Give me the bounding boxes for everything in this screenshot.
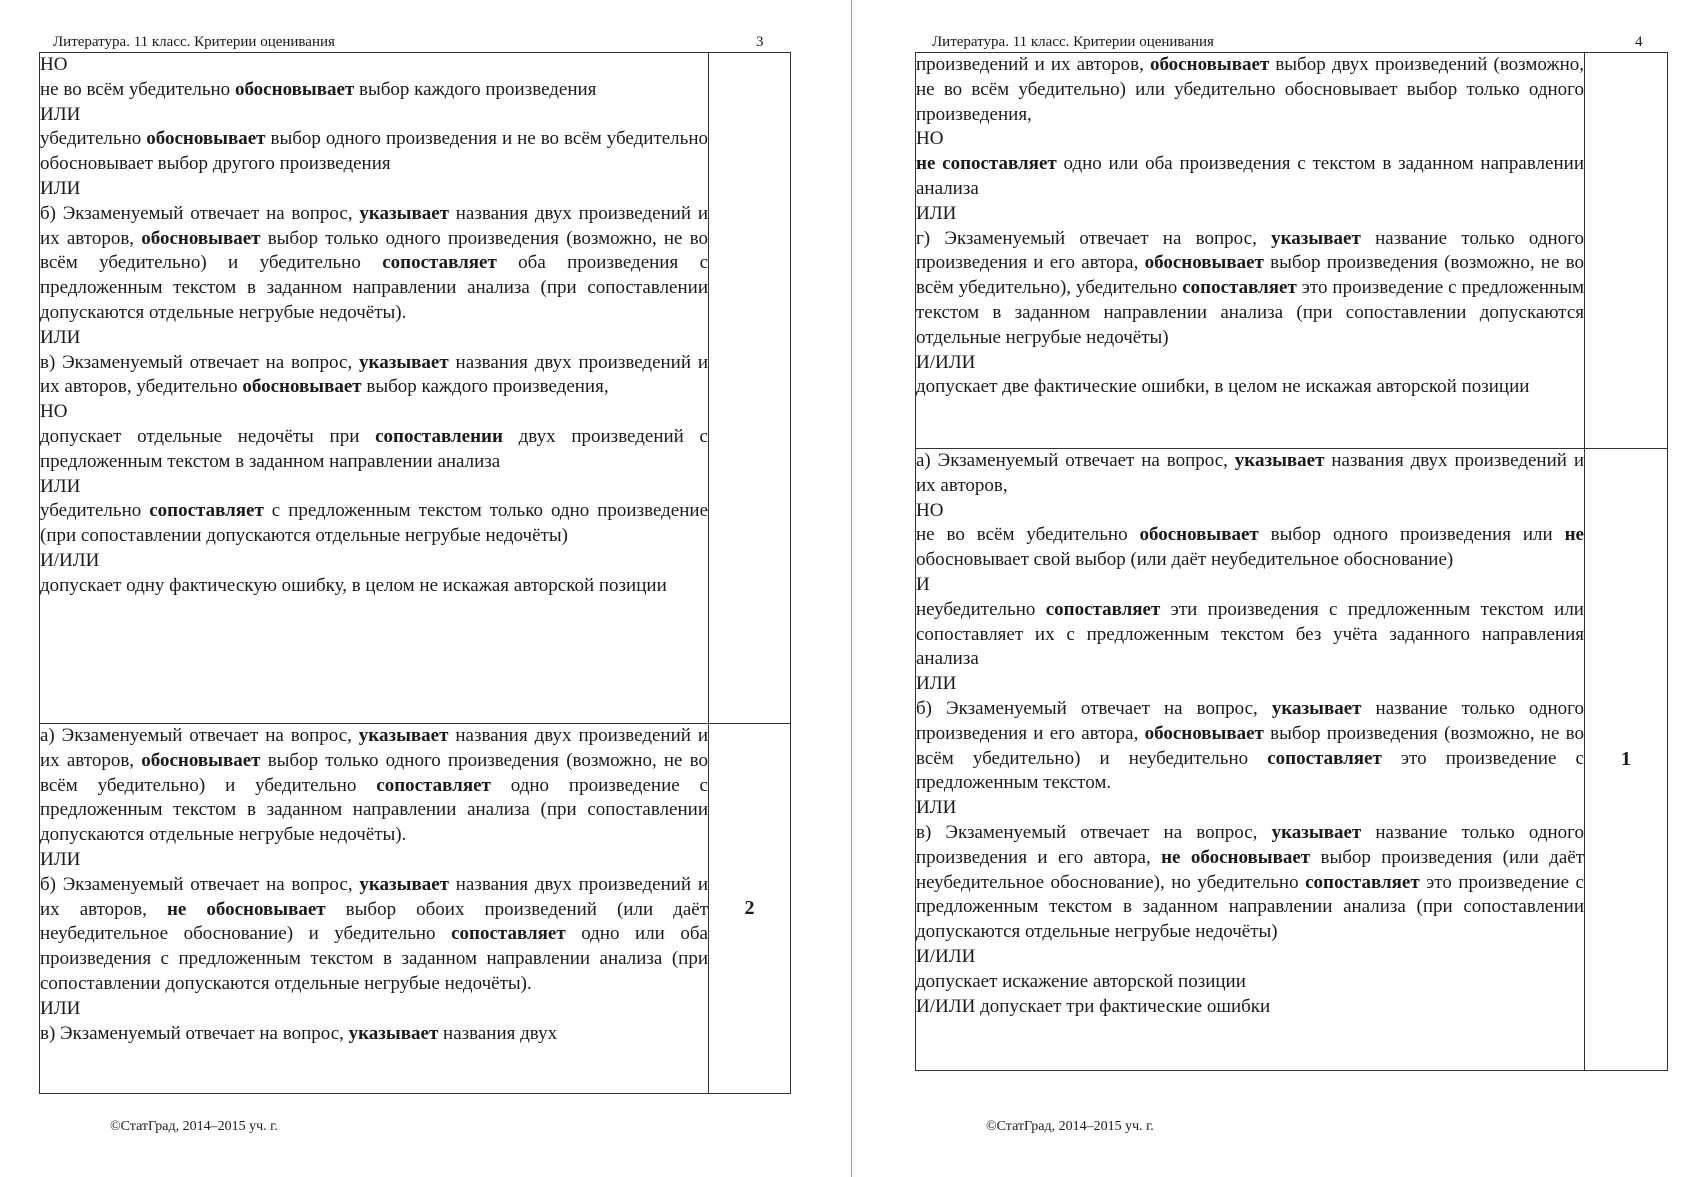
criteria-paragraph xyxy=(916,375,1584,400)
criteria-paragraph xyxy=(40,873,708,997)
text-segment: допускает две фактические ошибки, в целом не искажая авторской позиции xyxy=(916,376,1530,398)
text-segment: И/ИЛИ допускает три фактические ошибки xyxy=(916,995,1271,1017)
keyword-bold: обосновывает xyxy=(242,376,362,398)
text-segment: а) Экзаменуемый отвечает на вопрос, xyxy=(40,725,359,746)
text-segment: б) Экзаменуемый отвечает на вопрос, xyxy=(40,873,360,895)
keyword-bold: указывает xyxy=(1271,697,1362,719)
text-segment: г) Экзаменуемый отвечает на вопрос, xyxy=(916,227,1272,249)
criteria-paragraph xyxy=(40,127,708,177)
keyword-bold: обосновывает xyxy=(141,749,261,771)
page-number: 4 xyxy=(1635,34,1643,50)
text-segment: названия двух произведений и их авторов, xyxy=(40,873,708,920)
criteria-paragraph xyxy=(916,499,1584,524)
text-segment: неубедительно xyxy=(916,598,1046,620)
text-segment: ИЛИ xyxy=(40,103,81,125)
header-title: Литература. 11 класс. Критерии оценивания xyxy=(932,34,1214,50)
criteria-paragraph xyxy=(916,995,1584,1020)
criteria-row xyxy=(916,53,1668,449)
text-segment: ИЛИ xyxy=(40,848,81,870)
keyword-bold: не сопоставляет xyxy=(916,153,1057,175)
criteria-table xyxy=(39,52,791,1094)
text-segment: одно или оба произведения с текстом в заданном направлении анализа xyxy=(916,153,1584,199)
criteria-paragraph xyxy=(40,425,708,475)
page-number: 3 xyxy=(756,34,764,50)
score-cell: 2 xyxy=(709,724,791,1094)
keyword-bold: указывает xyxy=(359,351,449,373)
text-segment: а) Экзаменуемый отвечает на вопрос, xyxy=(916,450,1235,471)
text-segment: названия двух произведений и их авторов, убедительно xyxy=(40,351,709,398)
criteria-paragraph xyxy=(40,53,708,78)
criteria-text xyxy=(916,449,1585,1071)
criteria-table xyxy=(915,52,1668,1071)
page-footer: ©СтатГрад, 2014–2015 уч. г. xyxy=(110,1119,278,1134)
keyword-bold: обосновывает xyxy=(1144,252,1264,274)
text-segment: НО xyxy=(916,499,944,521)
text-segment: убедительно xyxy=(40,500,150,522)
text-segment: убедительно xyxy=(40,128,147,150)
criteria-paragraph xyxy=(40,351,708,401)
criteria-paragraph xyxy=(40,103,708,128)
criteria-paragraph xyxy=(916,53,1584,127)
criteria-paragraph xyxy=(40,1022,708,1047)
page-footer: ©СтатГрад, 2014–2015 уч. г. xyxy=(986,1119,1154,1134)
text-segment: названия двух xyxy=(438,1022,558,1044)
score-cell xyxy=(709,53,791,724)
criteria-paragraph xyxy=(40,549,708,574)
text-segment: допускает отдельные недочёты при xyxy=(40,425,376,447)
keyword-bold: не xyxy=(1564,524,1584,546)
text-segment: НО xyxy=(40,401,68,423)
text-segment: с предложенным текстом только одно произведение (при сопоставлении допускаются отдельные негрубые недочёты) xyxy=(40,500,708,547)
criteria-text xyxy=(916,53,1585,449)
criteria-paragraph xyxy=(40,177,708,202)
criteria-paragraph xyxy=(40,848,708,873)
page-header xyxy=(932,33,1652,51)
keyword-bold: не обосновывает xyxy=(1161,846,1311,868)
criteria-paragraph xyxy=(40,326,708,351)
text-segment: ИЛИ xyxy=(40,475,81,497)
text-segment: выбор произведения (возможно, не во всём убедительно), убедительно xyxy=(916,252,1584,299)
text-segment: выбор только одного произведения (возможно, не во всём убедительно) и убедительно xyxy=(40,749,708,796)
text-segment: ИЛИ xyxy=(916,797,957,819)
criteria-paragraph xyxy=(916,598,1584,672)
criteria-paragraph xyxy=(916,449,1584,499)
text-segment: выбор произведения (или даёт неубедительное обоснование), но убедительно xyxy=(916,846,1584,893)
text-segment: не во всём убедительно xyxy=(916,524,1140,546)
header-title: Литература. 11 класс. Критерии оценивания xyxy=(53,34,335,50)
text-segment: названия двух произведений и их авторов, xyxy=(916,450,1584,496)
text-segment: ИЛИ xyxy=(40,326,81,348)
criteria-paragraph xyxy=(916,970,1584,995)
text-segment: выбор одного произведения или xyxy=(1258,524,1565,546)
text-segment: двух произведений с предложенным текстом в заданном направлении анализа xyxy=(40,425,708,472)
keyword-bold: обосновывает xyxy=(1139,524,1259,546)
keyword-bold: сопоставляет xyxy=(1182,277,1297,299)
keyword-bold: сопоставляет xyxy=(451,923,566,945)
criteria-paragraph xyxy=(916,227,1584,351)
text-segment: выбор двух произведений (возможно, не во всём убедительно) или убедительно обосновывает выбор только одного произведения, xyxy=(916,54,1584,125)
text-segment: оба произведения с предложенным текстом в заданном направлении анализа (при сопоставлении допускаются отдельные негрубые недочёты). xyxy=(40,252,709,323)
criteria-paragraph xyxy=(40,475,708,500)
criteria-paragraph xyxy=(40,78,708,103)
text-segment: И/ИЛИ xyxy=(916,945,976,967)
criteria-paragraph xyxy=(916,523,1584,573)
text-segment: название только одного произведения и его автора, xyxy=(916,697,1584,744)
keyword-bold: указывает xyxy=(359,202,449,224)
criteria-row xyxy=(40,53,791,724)
text-segment: одно произведение с предложенным текстом в заданном направлении анализа (при сопоставлении допускаются отдельные негрубые недочёты). xyxy=(40,774,708,846)
text-segment: выбор обоих произведений (или даёт неубедительное обоснование) и убедительно xyxy=(40,898,708,945)
text-segment: выбор только одного произведения (возможно, не во всём убедительно) и убедительно xyxy=(40,227,708,274)
criteria-row xyxy=(916,449,1668,1071)
text-segment: выбор произведения (возможно, не во всём убедительно) и неубедительно xyxy=(916,722,1584,769)
criteria-paragraph xyxy=(40,499,708,549)
criteria-row xyxy=(40,724,791,1094)
criteria-paragraph xyxy=(916,672,1584,697)
text-segment: выбор каждого произведения, xyxy=(361,376,609,398)
criteria-paragraph xyxy=(916,945,1584,970)
keyword-bold: не обосновывает xyxy=(166,898,326,920)
keyword-bold: сопоставляет xyxy=(1305,871,1420,893)
keyword-bold: указывает xyxy=(1234,450,1325,471)
text-segment: произведений и их авторов, xyxy=(916,54,1150,75)
text-segment: в) Экзаменуемый отвечает на вопрос, xyxy=(40,351,360,373)
keyword-bold: сопоставлении xyxy=(375,425,503,447)
keyword-bold: сопоставляет xyxy=(382,252,497,274)
text-segment: ИЛИ xyxy=(40,997,81,1019)
criteria-text xyxy=(40,53,709,724)
score-cell xyxy=(1585,53,1668,449)
score-cell: 1 xyxy=(1585,449,1668,1071)
keyword-bold: обосновывает xyxy=(1144,722,1264,744)
criteria-text xyxy=(40,724,709,1094)
text-segment: И xyxy=(916,573,930,595)
text-segment: в) Экзаменуемый отвечает на вопрос, xyxy=(40,1022,349,1044)
text-segment: обосновывает свой выбор (или даёт неубедительное обоснование) xyxy=(916,549,1454,571)
keyword-bold: обосновывает xyxy=(234,78,355,100)
keyword-bold: сопоставляет xyxy=(149,500,264,522)
text-segment: название только одного произведения и его автора, xyxy=(916,227,1584,274)
text-segment: НО xyxy=(916,128,944,150)
keyword-bold: обосновывает xyxy=(146,128,266,150)
criteria-paragraph xyxy=(916,573,1584,598)
page-header xyxy=(53,33,764,51)
text-segment: это произведение с предложенным текстом в заданном направлении анализа (при сопоставлении допускаются отдельные негрубые недочёты) xyxy=(916,277,1585,348)
criteria-paragraph xyxy=(40,202,708,326)
text-segment: одно или оба произведения с предложенным текстом в заданном направлении анализа (при сопоставлении допускаются отдельные негрубые недочёты). xyxy=(40,923,708,994)
text-segment: выбор каждого произведения xyxy=(354,78,597,100)
criteria-paragraph xyxy=(40,400,708,425)
keyword-bold: сопоставляет xyxy=(376,774,491,796)
keyword-bold: сопоставляет xyxy=(1045,598,1161,620)
text-segment: названия двух произведений и их авторов, xyxy=(40,202,708,249)
text-segment: не во всём убедительно xyxy=(40,78,235,100)
criteria-paragraph xyxy=(40,574,708,599)
keyword-bold: сопоставляет xyxy=(1267,747,1382,769)
text-segment: ИЛИ xyxy=(40,177,81,199)
keyword-bold: указывает xyxy=(359,873,449,895)
text-segment: б) Экзаменуемый отвечает на вопрос, xyxy=(916,697,1272,719)
keyword-bold: указывает xyxy=(1271,821,1362,843)
criteria-paragraph xyxy=(916,127,1584,152)
criteria-paragraph xyxy=(916,821,1584,945)
keyword-bold: указывает xyxy=(1271,227,1361,249)
criteria-paragraph xyxy=(916,202,1584,227)
text-segment: в) Экзаменуемый отвечает на вопрос, xyxy=(916,821,1272,843)
criteria-paragraph xyxy=(916,796,1584,821)
criteria-paragraph xyxy=(916,152,1584,202)
keyword-bold: обосновывает xyxy=(1149,54,1270,75)
right-page xyxy=(852,0,1702,1177)
text-segment: И/ИЛИ xyxy=(40,549,100,571)
keyword-bold: указывает xyxy=(348,1022,439,1044)
criteria-paragraph xyxy=(916,697,1584,796)
text-segment: выбор одного произведения и не во всём убедительно обосновывает выбор другого произведения xyxy=(40,128,708,175)
text-segment: это произведение с предложенным текстом. xyxy=(916,747,1584,794)
text-segment: ИЛИ xyxy=(916,673,957,695)
text-segment: названия двух произведений и их авторов, xyxy=(40,725,708,771)
text-segment: И/ИЛИ xyxy=(916,351,976,373)
keyword-bold: обосновывает xyxy=(141,227,261,249)
text-segment: б) Экзаменуемый отвечает на вопрос, xyxy=(40,202,360,224)
criteria-paragraph xyxy=(40,724,708,848)
criteria-paragraph xyxy=(40,997,708,1022)
text-segment: эти произведения с предложенным текстом или сопоставляет их с предложенным текстом без учёта заданного направления анализа xyxy=(916,598,1584,670)
text-segment: допускает одну фактическую ошибку, в целом не искажая авторской позиции xyxy=(40,574,667,596)
text-segment: НО xyxy=(40,54,68,75)
keyword-bold: указывает xyxy=(358,725,449,746)
text-segment: ИЛИ xyxy=(916,202,957,224)
text-segment: допускает искажение авторской позиции xyxy=(916,970,1246,992)
text-segment: название только одного произведения и его автора, xyxy=(916,821,1584,868)
criteria-paragraph xyxy=(916,351,1584,376)
text-segment: это произведение с предложенным текстом в заданном направлении анализа (при сопоставлении допускаются отдельные негрубые недочёты) xyxy=(916,871,1584,943)
